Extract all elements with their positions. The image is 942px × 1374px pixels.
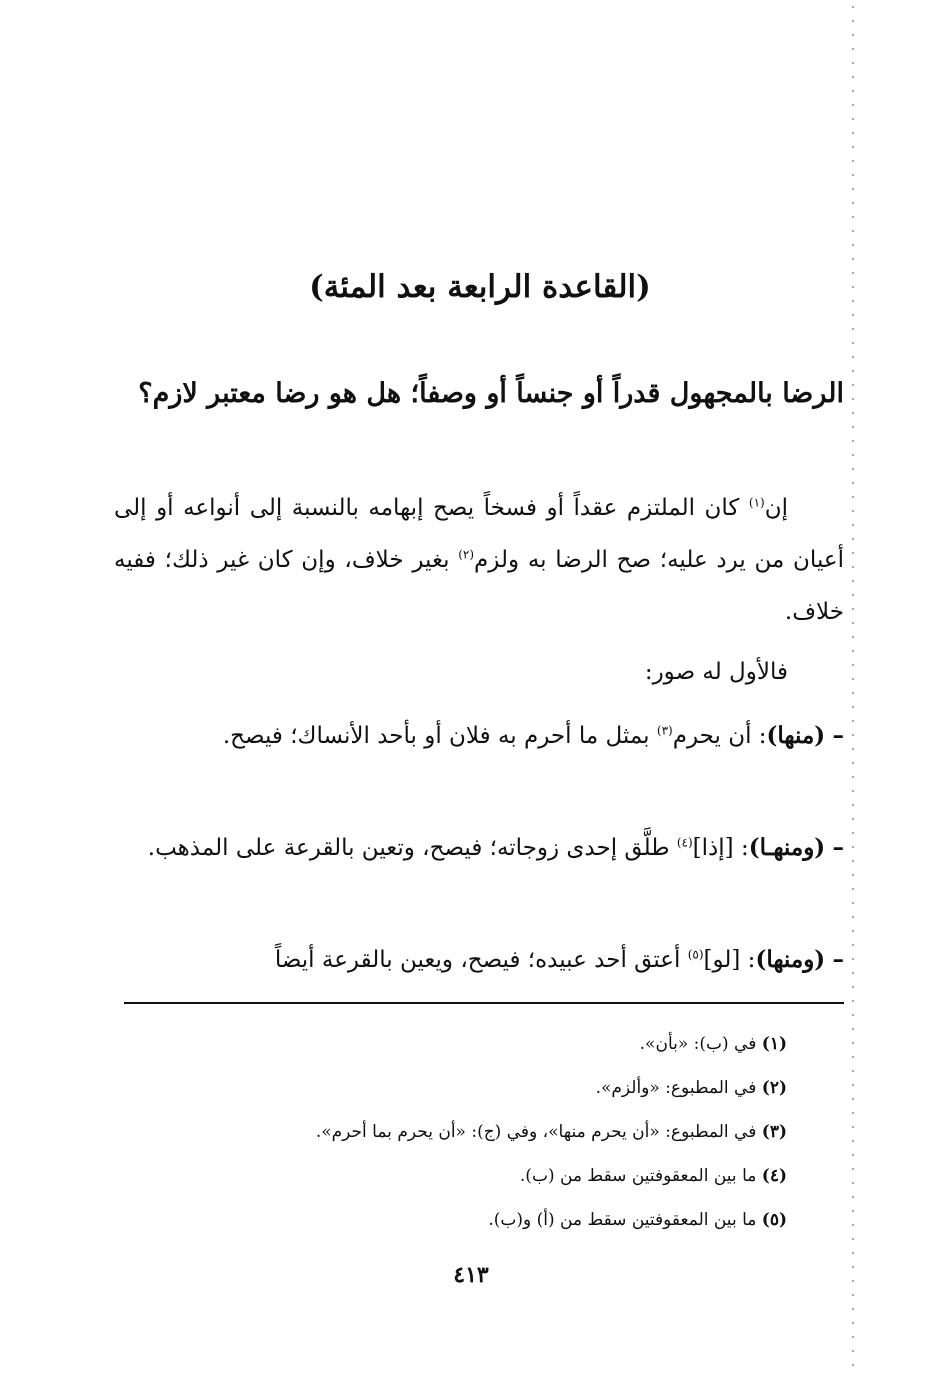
paragraph-forms-heading: فالأول له صور:	[644, 659, 788, 685]
footnote-item	[147, 1110, 787, 1154]
footnote-text: في المطبوع: «وألزم».	[595, 1078, 762, 1098]
list-item	[114, 710, 844, 762]
paragraph-text: : أن يحرم	[672, 723, 767, 749]
footnote-ref: (٣)	[656, 723, 673, 738]
list-item	[114, 934, 844, 986]
item-dash: –	[832, 834, 844, 861]
footnote-number: (٤)	[761, 1166, 787, 1186]
footnote-text: ما بين المعقوفتين سقط من (أ) و(ب).	[488, 1210, 762, 1230]
footnote-divider	[124, 1002, 844, 1004]
page-edge-dots	[852, 0, 854, 1374]
footnote-item	[147, 1198, 787, 1242]
footnotes-list	[147, 1022, 787, 1242]
page-number: ٤١٣	[453, 1262, 489, 1288]
paragraph-intro	[114, 482, 844, 638]
paragraph-text: بمثل ما أحرم به فلان أو بأحد الأنساك؛ فيصح.	[222, 723, 657, 749]
paragraph-text: بغير خلاف، وإن كان غير ذلك؛ ففيه خلاف.	[114, 547, 844, 625]
paragraph-text: كان الملتزم عقداً أو فسخاً يصح إبهامه بالنسبة إلى أنواعه أو إلى أعيان من يرد عليه؛ صح الرضا به ولزم	[114, 495, 844, 573]
footnote-item	[147, 1066, 787, 1110]
footnote-number: (٥)	[761, 1210, 787, 1230]
footnote-number: (١)	[761, 1034, 787, 1054]
footnote-item	[147, 1154, 787, 1198]
footnote-text: في المطبوع: «أن يحرم منها»، وفي (ج): «أن يحرم بما أحرم».	[315, 1122, 762, 1142]
paragraph-text: طلَّق إحدى زوجاته؛ فيصح، وتعين بالقرعة على المذهب.	[147, 835, 677, 861]
paragraph-text: : [إذا]	[692, 835, 749, 861]
item-label: (منها)	[766, 722, 826, 749]
item-dash: –	[832, 722, 844, 749]
chapter-title: (القاعدة الرابعة بعد المئة)	[309, 269, 651, 305]
footnote-text: ما بين المعقوفتين سقط من (ب).	[519, 1166, 762, 1186]
footnote-text: في (ب): «بأن».	[639, 1034, 762, 1054]
rule-statement: الرضا بالمجهول قدراً أو جنساً أو وصفاً؛ هل هو رضا معتبر لازم؟	[138, 378, 844, 409]
item-label: (ومنهـا)	[748, 834, 826, 861]
item-label: (ومنها)	[755, 946, 826, 973]
footnote-ref: (٤)	[676, 835, 693, 850]
footnote-item	[147, 1022, 787, 1066]
footnote-ref: (٢)	[458, 547, 475, 562]
footnote-number: (٣)	[761, 1122, 787, 1142]
footnote-ref: (٥)	[687, 947, 704, 962]
paragraph-text: : [لو]	[703, 947, 756, 973]
footnote-number: (٢)	[761, 1078, 787, 1098]
list-item	[114, 822, 844, 874]
paragraph-text: إن	[764, 495, 788, 521]
item-dash: –	[832, 946, 844, 973]
paragraph-text: أعتق أحد عبيده؛ فيصح، ويعين بالقرعة أيضاً	[274, 947, 688, 973]
footnote-ref: (١)	[748, 495, 765, 510]
